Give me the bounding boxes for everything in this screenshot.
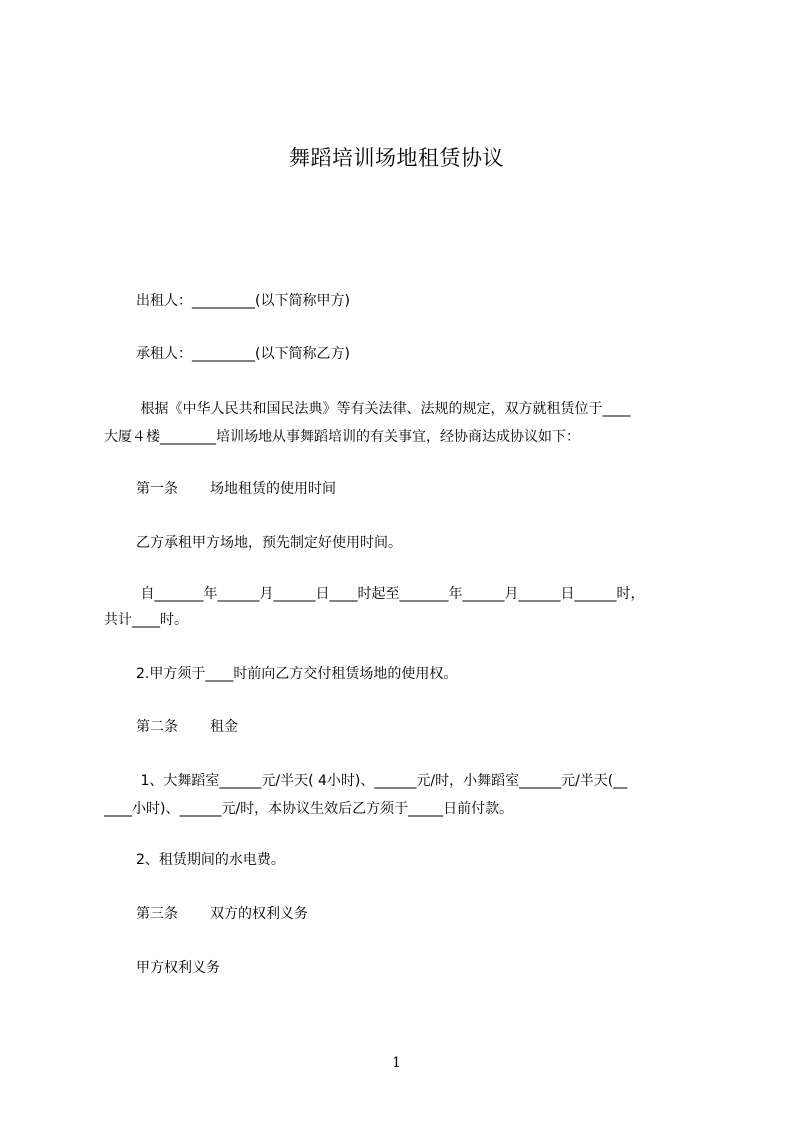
article-3-number: 第三条 bbox=[136, 906, 178, 922]
article-1-paragraph-1: 乙方承租甲方场地，预先制定好使用时间。 bbox=[136, 535, 402, 551]
article-3-heading bbox=[104, 900, 712, 928]
article-1-heading bbox=[104, 475, 712, 503]
lessee-line: 承租人：_________(以下简称乙方) bbox=[136, 346, 350, 362]
page-number: 1 bbox=[392, 1055, 401, 1071]
article-2-title: 租金 bbox=[210, 719, 238, 735]
preamble-line-1: 根据《中华人民共和国民法典》等有关法律、法规的规定，双方就租赁位于____ bbox=[136, 401, 631, 417]
article-3-title: 双方的权利义务 bbox=[210, 906, 308, 922]
article-2-paragraph-1-line-2: ____小时)、______元/时，本协议生效后乙方须于_____日前付款。 bbox=[104, 801, 514, 817]
article-2-number: 第二条 bbox=[136, 719, 178, 735]
article-2-heading bbox=[104, 713, 712, 741]
article-2-paragraph-2: 2、租赁期间的水电费。 bbox=[136, 852, 285, 868]
article-3-paragraph-1: 甲方权利义务 bbox=[136, 960, 220, 976]
article-1-title: 场地租赁的使用时间 bbox=[210, 481, 336, 497]
article-1-paragraph-2-line-1: 自_______年______月______日____时起至_______年______月______日______时， bbox=[136, 586, 645, 602]
article-1-number: 第一条 bbox=[136, 481, 178, 497]
preamble-line-2: 大厦４楼________培训场地从事舞蹈培训的有关事宜，经协商达成协议如下： bbox=[104, 429, 580, 445]
article-2-paragraph-1-line-1: 1、大舞蹈室______元/半天( 4小时)、______元/时，小舞蹈室______元/半天(__ bbox=[136, 773, 628, 789]
article-1-paragraph-3: 2.甲方须于____时前向乙方交付租赁场地的使用权。 bbox=[136, 666, 458, 682]
article-1-paragraph-2-line-2: 共计____时。 bbox=[104, 612, 188, 628]
lessor-line: 出租人：_________(以下简称甲方) bbox=[136, 293, 350, 309]
document-title: 舞蹈培训场地租赁协议 bbox=[289, 146, 504, 170]
